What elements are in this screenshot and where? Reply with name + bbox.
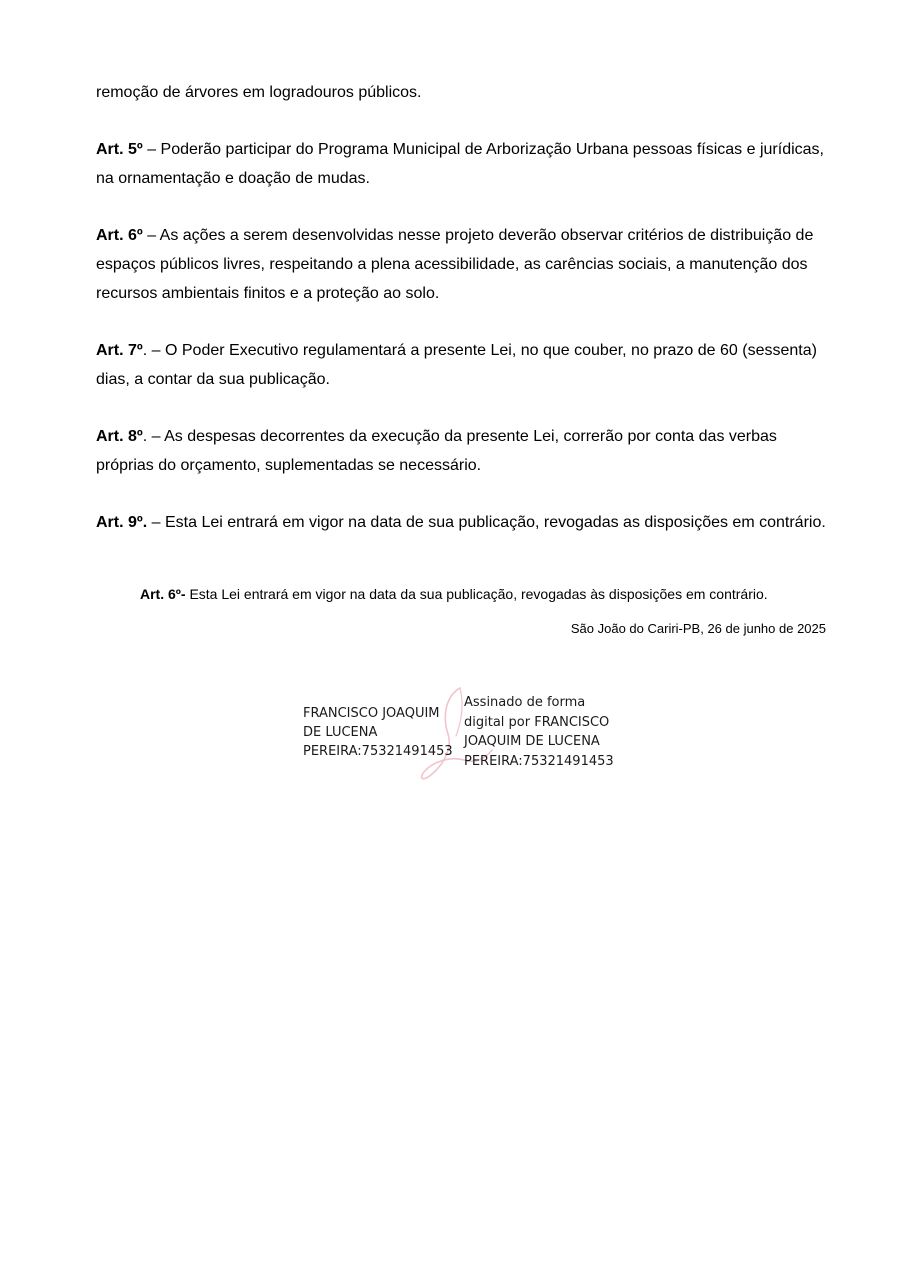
article-8-text: . – As despesas decorrentes da execução da presente Lei, correrão por conta das verbas próprias do orçamento, suplementadas se necessário.: [96, 428, 777, 474]
article-6-label: Art. 6º: [96, 227, 143, 244]
article-7-paragraph: [96, 336, 836, 394]
article-9-label: Art. 9º.: [96, 514, 148, 531]
signer-name-line: FRANCISCO JOAQUIM: [303, 706, 440, 721]
signature-info-line: Assinado de forma: [464, 695, 586, 710]
signer-name-block: [303, 704, 453, 761]
article-8-paragraph: [96, 422, 836, 480]
signer-name-line: PEREIRA:75321491453: [303, 744, 453, 759]
article-6-text: – As ações a serem desenvolvidas nesse projeto deverão observar critérios de distribuição de espaços públicos livres, respeitando a plena acessibilidade, as carências sociais, a manutenção dos recursos ambientais finitos e a proteção ao solo.: [96, 227, 814, 302]
article-7-text: . – O Poder Executivo regulamentará a presente Lei, no que couber, no prazo de 60 (sessenta) dias, a contar da sua publicação.: [96, 342, 817, 388]
article-9-paragraph: [96, 508, 836, 537]
article-5-paragraph: [96, 135, 836, 193]
extra-article-paragraph: [140, 585, 840, 603]
signature-info-line: digital por FRANCISCO: [464, 714, 610, 730]
date-place-line: São João do Cariri-PB, 26 de junho de 2025: [570, 621, 826, 636]
article-5-text: – Poderão participar do Programa Municipal de Arborização Urbana pessoas físicas e jurídicas, na ornamentação e doação de mudas.: [96, 141, 824, 187]
extra-article-text: Esta Lei entrará em vigor na data da sua publicação, revogadas às disposições em contrário.: [185, 586, 768, 602]
signature-info-line: PEREIRA:75321491453: [464, 753, 614, 769]
extra-article-label: Art. 6º-: [140, 586, 186, 602]
article-9-text: – Esta Lei entrará em vigor na data de sua publicação, revogadas as disposições em contrário.: [147, 514, 826, 531]
article-7-label: Art. 7º: [96, 342, 143, 359]
article-6-paragraph: [96, 221, 836, 308]
signature-info-line: JOAQUIM DE LUCENA: [464, 734, 600, 749]
article-8-label: Art. 8º: [96, 428, 143, 445]
intro-text: remoção de árvores em logradouros públicos.: [96, 84, 422, 101]
article-5-label: Art. 5º: [96, 141, 143, 158]
intro-paragraph: [96, 78, 836, 107]
signer-name-line: DE LUCENA: [303, 725, 378, 740]
signature-info-block: [464, 693, 614, 771]
digital-signature: [302, 688, 632, 788]
